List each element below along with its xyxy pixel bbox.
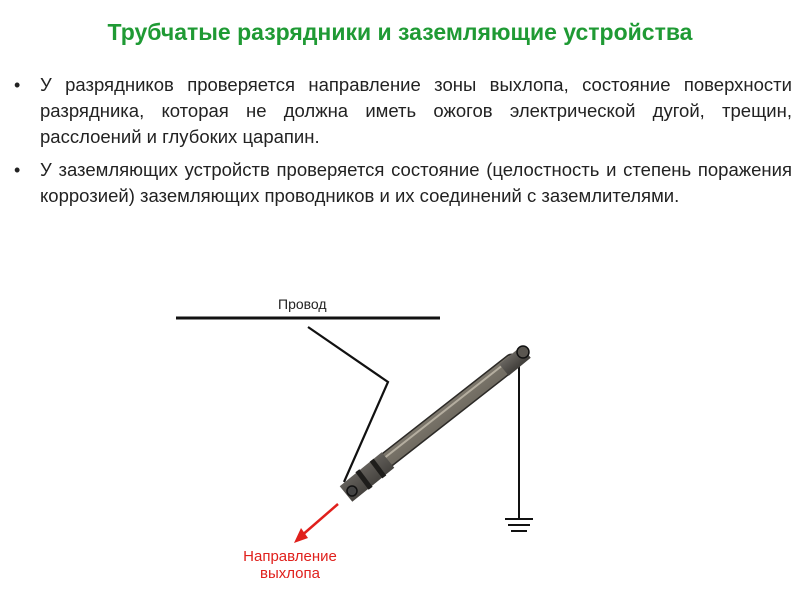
wire-label: Провод [278, 296, 327, 312]
bullet-marker: • [14, 160, 21, 180]
bullet-marker: • [14, 75, 21, 95]
bullet-text-grounding: У заземляющих устройств проверяется состояние (целостность и степень поражения коррозией) заземляющих проводников и их соединений с заземлителями. [40, 159, 792, 206]
exhaust-label-line1: Направление [243, 548, 337, 565]
ground-lead [512, 360, 519, 518]
ground-icon [505, 519, 533, 531]
slide-title: Трубчатые разрядники и заземляющие устройства [107, 19, 693, 45]
exhaust-direction-arrow [294, 504, 338, 543]
exhaust-label-line2: выхлопа [260, 565, 320, 582]
bullet-text-arrester: У разрядников проверяется направление зоны выхлопа, состояние поверхности разрядника, которая не должна иметь ожогов электрической дугой, трещин, расслоений и глубоких царапин. [40, 74, 792, 147]
arrester-tube [346, 346, 529, 496]
